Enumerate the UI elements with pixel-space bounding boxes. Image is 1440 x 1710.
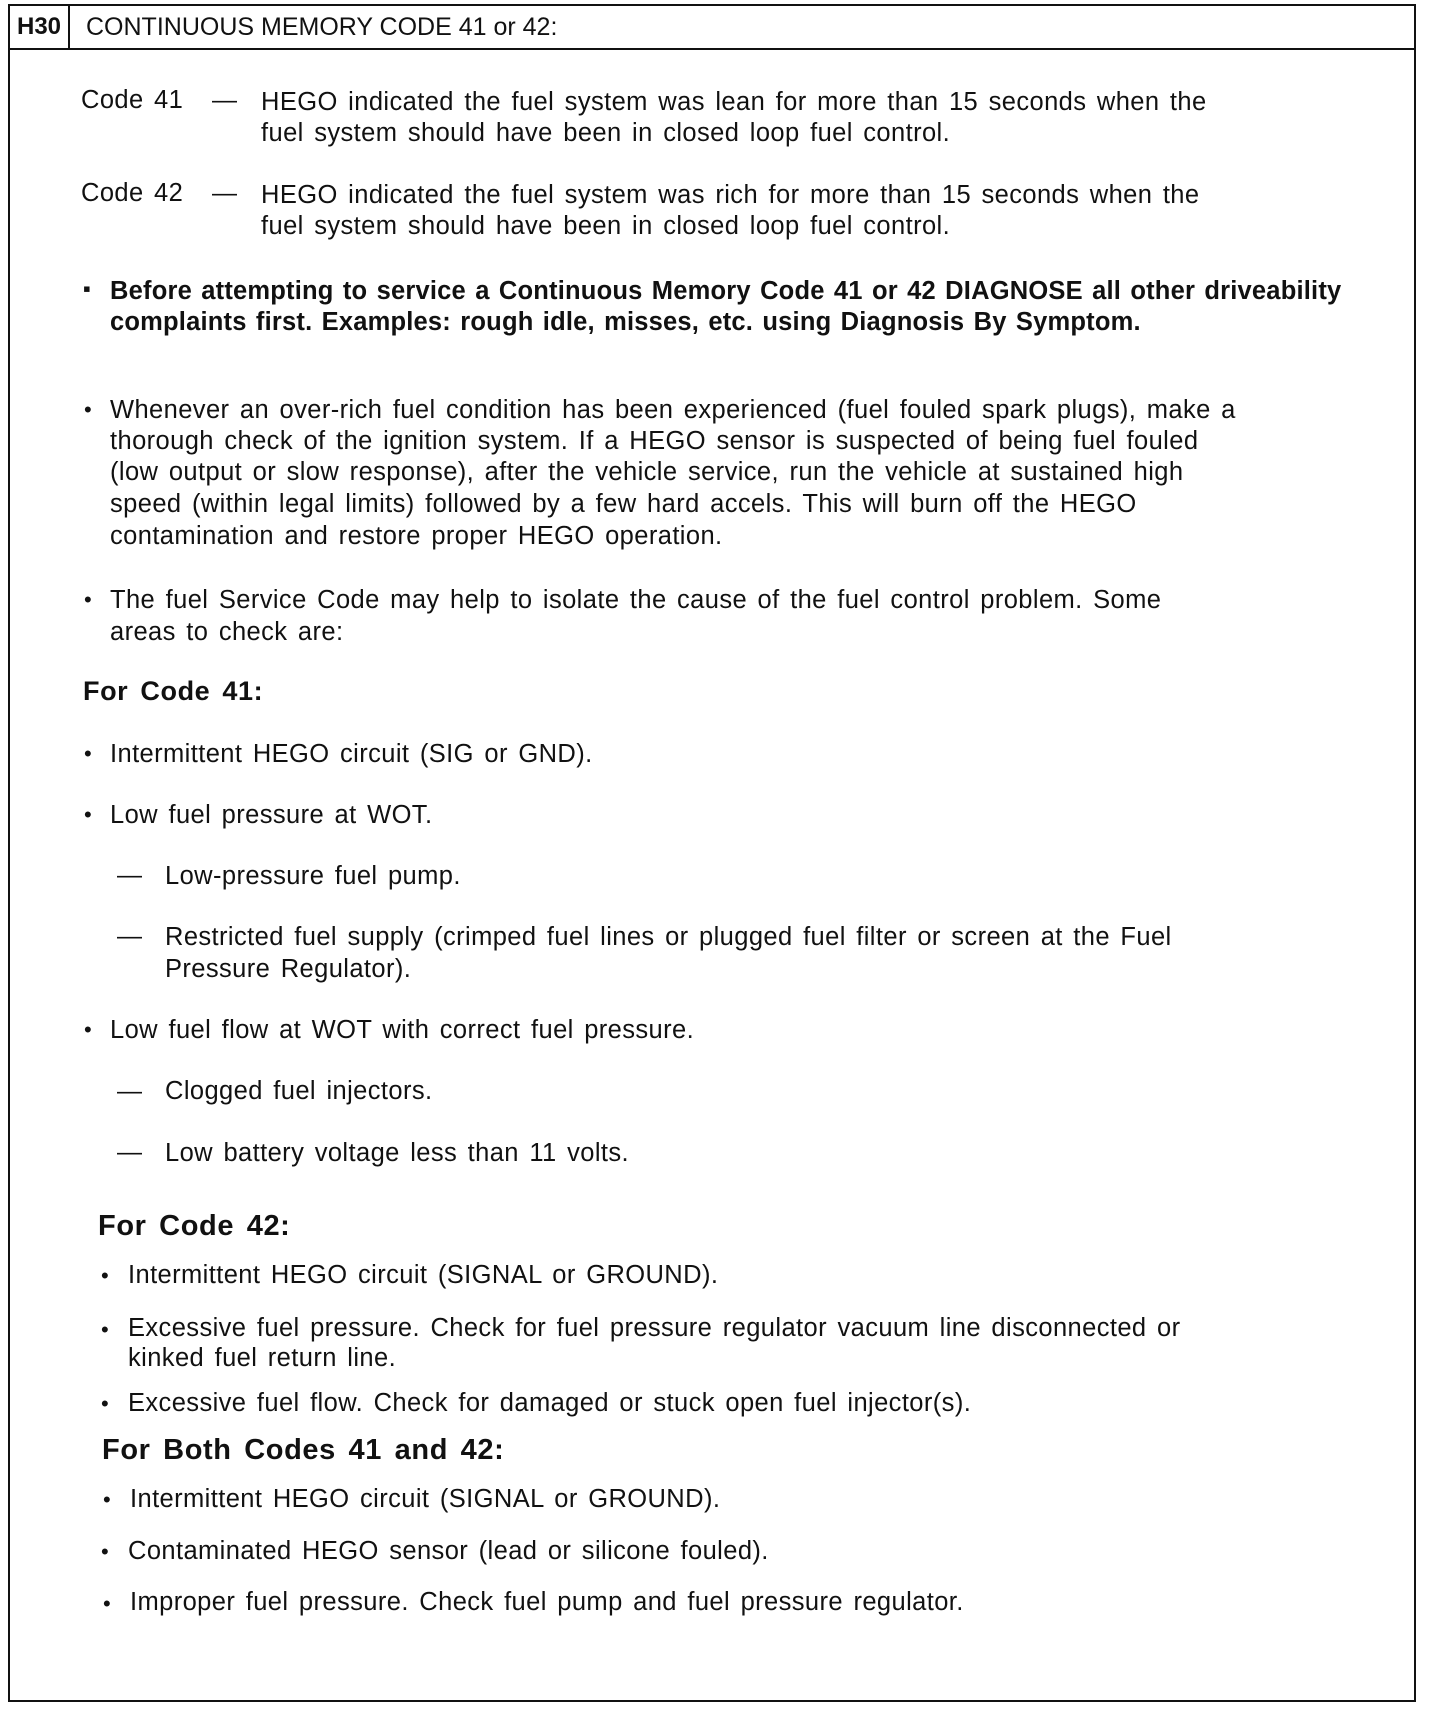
code42-def-line2: fuel system should have been in closed loop fuel control. (261, 212, 951, 240)
code41-sub-pump: Low-pressure fuel pump. (165, 862, 461, 890)
code41-item-flow: Low fuel flow at WOT with correct fuel pressure. (110, 1016, 695, 1044)
list-bullet: • (84, 741, 92, 766)
note2-line2: thorough check of the ignition system. If a HEGO sensor is suspected of being fuel fouled (110, 427, 1199, 455)
sub-dash: — (117, 922, 142, 950)
note3-line1: The fuel Service Code may help to isolate the cause of the fuel control problem. Some (110, 586, 1162, 614)
note1-line2: complaints first. Examples: rough idle, misses, etc. using Diagnosis By Symptom. (110, 308, 1141, 336)
code41-sub-supply-line1: Restricted fuel supply (crimped fuel lines or plugged fuel filter or screen at the Fuel (165, 923, 1172, 951)
code41-sub-supply-line2: Pressure Regulator). (165, 955, 412, 983)
code42-item-pressure-line1: Excessive fuel pressure. Check for fuel pressure regulator vacuum line disconnected or (128, 1314, 1181, 1342)
list-bullet: • (101, 1317, 109, 1342)
code41-sub-injectors: Clogged fuel injectors. (165, 1077, 433, 1105)
section-title: CONTINUOUS MEMORY CODE 41 or 42: (86, 12, 558, 41)
note2-line1: Whenever an over-rich fuel condition has been experienced (fuel fouled spark plugs), make a (110, 396, 1236, 424)
note2-line5: contamination and restore proper HEGO operation. (110, 522, 723, 550)
code41-label: Code 41 (81, 86, 184, 114)
both-item-pressure: Improper fuel pressure. Check fuel pump and fuel pressure regulator. (130, 1588, 964, 1616)
note2-line3: (low output or slow response), after the vehicle service, run the vehicle at sustained high (110, 458, 1184, 486)
note2-line4: speed (within legal limits) followed by a few hard accels. This will burn off the HEGO (110, 490, 1137, 518)
list-bullet: • (103, 1487, 111, 1512)
list-bullet: • (101, 1263, 109, 1288)
note-bullet: ▪ (83, 276, 91, 301)
list-bullet: • (101, 1539, 109, 1564)
code42-heading: For Code 42: (98, 1210, 291, 1242)
code41-sub-battery: Low battery voltage less than 11 volts. (165, 1139, 630, 1167)
code42-item-pressure-line2: kinked fuel return line. (128, 1344, 397, 1372)
code42-item-circuit: Intermittent HEGO circuit (SIGNAL or GROUND). (128, 1261, 719, 1289)
code41-def-line1: HEGO indicated the fuel system was lean for more than 15 seconds when the (261, 88, 1207, 116)
both-codes-heading: For Both Codes 41 and 42: (102, 1434, 505, 1466)
note1-line1: Before attempting to service a Continuous Memory Code 41 or 42 DIAGNOSE all other driveability (110, 277, 1342, 305)
list-bullet: • (84, 1017, 92, 1042)
code41-dash: — (212, 86, 237, 114)
code41-def-line2: fuel system should have been in closed loop fuel control. (261, 119, 951, 147)
section-header (10, 6, 1414, 50)
list-bullet: • (84, 802, 92, 827)
both-item-circuit: Intermittent HEGO circuit (SIGNAL or GROUND). (130, 1485, 721, 1513)
list-bullet: • (103, 1591, 111, 1616)
code42-dash: — (212, 179, 237, 207)
sub-dash: — (117, 1077, 142, 1105)
code42-def-line1: HEGO indicated the fuel system was rich for more than 15 seconds when the (261, 181, 1200, 209)
code41-item-circuit: Intermittent HEGO circuit (SIG or GND). (110, 740, 593, 768)
code41-item-pressure: Low fuel pressure at WOT. (110, 801, 433, 829)
list-bullet: • (101, 1391, 109, 1416)
note-bullet: • (84, 587, 92, 612)
note3-line2: areas to check are: (110, 618, 344, 646)
code42-item-flow: Excessive fuel flow. Check for damaged or stuck open fuel injector(s). (128, 1389, 972, 1417)
code41-heading: For Code 41: (83, 676, 264, 706)
section-code: H30 (10, 6, 70, 48)
both-item-sensor: Contaminated HEGO sensor (lead or silicone fouled). (128, 1537, 769, 1565)
note-bullet: • (84, 397, 92, 422)
sub-dash: — (117, 861, 142, 889)
code42-label: Code 42 (81, 179, 184, 207)
sub-dash: — (117, 1138, 142, 1166)
